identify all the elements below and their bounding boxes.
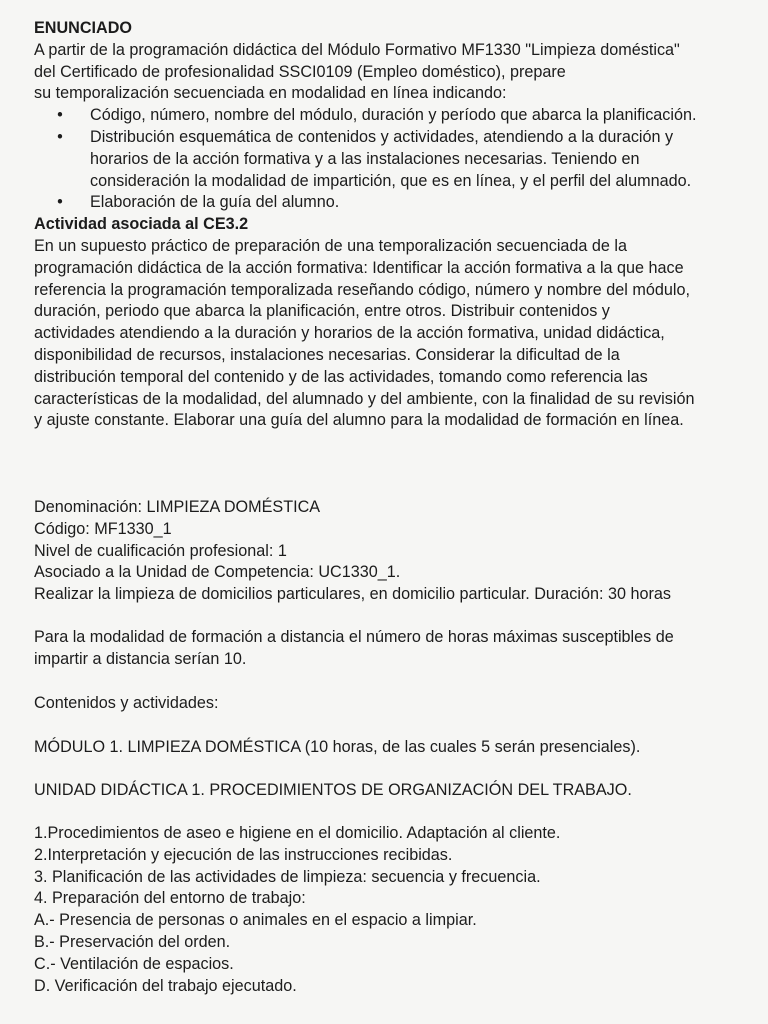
list-item: 4. Preparación del entorno de trabajo: xyxy=(34,889,306,908)
list-item: 3. Planificación de las actividades de limpieza: secuencia y frecuencia. xyxy=(34,867,541,886)
denominacion: Denominación: LIMPIEZA DOMÉSTICA xyxy=(34,498,321,516)
enunciado-intro-line: del Certificado de profesionalidad SSCI0109 (Empleo doméstico), prepare xyxy=(34,62,566,81)
bullet-icon: • xyxy=(57,127,63,146)
unidad-items-list xyxy=(34,823,748,997)
bullet-text: Código, número, nombre del módulo, duración y período que abarca la planificación. xyxy=(90,106,697,125)
actividad-title: Actividad asociada al CE3.2 xyxy=(34,215,249,234)
list-item: 2.Interpretación y ejecución de las instrucciones recibidas. xyxy=(34,845,453,864)
actividad-line: características de la modalidad, del alumnado y del ambiente, con la finalidad de su revisión xyxy=(34,389,695,408)
modulo-info-section xyxy=(34,497,748,606)
list-item: B.- Preservación del orden. xyxy=(34,932,231,951)
codigo: Código: MF1330_1 xyxy=(34,519,172,538)
contenidos-section xyxy=(34,693,748,715)
distancia-section xyxy=(34,627,748,671)
list-item: D. Verificación del trabajo ejecutado. xyxy=(34,976,297,995)
bullet-item xyxy=(34,192,748,214)
enunciado-bullet-list xyxy=(34,105,748,214)
actividad-line: En un supuesto práctico de preparación de una temporalización secuenciada de la xyxy=(34,236,628,255)
bullet-item xyxy=(34,105,748,127)
distancia-line: impartir a distancia serían 10. xyxy=(34,649,247,668)
contenidos-label: Contenidos y actividades: xyxy=(34,694,219,712)
unidad-section xyxy=(34,780,748,802)
bullet-icon: • xyxy=(57,106,63,125)
actividad-line: actividades atendiendo a la duración y horarios de la acción formativa, unidad didáctica, xyxy=(34,324,665,343)
actividad-line: disponibilidad de recursos, instalaciones necesarias. Considerar la dificultad de la xyxy=(34,345,620,364)
distancia-line: Para la modalidad de formación a distancia el número de horas máximas susceptibles de xyxy=(34,628,674,646)
bullet-text: horarios de la acción formativa y a las instalaciones necesarias. Teniendo en xyxy=(90,149,640,168)
enunciado-intro-line: A partir de la programación didáctica del Módulo Formativo MF1330 "Limpieza doméstica" xyxy=(34,40,680,59)
duracion-line: Realizar la limpieza de domicilios particulares, en domicilio particular. Duración: 30 horas xyxy=(34,585,671,604)
actividad-line: referencia la programación temporalizada reseñando código, número y nombre del módulo, xyxy=(34,280,690,299)
unidad-heading: UNIDAD DIDÁCTICA 1. PROCEDIMIENTOS DE ORGANIZACIÓN DEL TRABAJO. xyxy=(34,781,632,799)
unidad-competencia: Asociado a la Unidad de Competencia: UC1330_1. xyxy=(34,563,401,582)
actividad-line: distribución temporal del contenido y de las actividades, tomando como referencia las xyxy=(34,367,648,386)
enunciado-intro-line: su temporalización secuenciada en modalidad en línea indicando: xyxy=(34,84,507,103)
list-item: C.- Ventilación de espacios. xyxy=(34,954,234,973)
bullet-icon: • xyxy=(57,193,63,212)
enunciado-title: ENUNCIADO xyxy=(34,19,133,37)
list-item: A.- Presencia de personas o animales en el espacio a limpiar. xyxy=(34,911,477,930)
bullet-item xyxy=(34,127,748,192)
nivel-cualificacion: Nivel de cualificación profesional: 1 xyxy=(34,541,287,560)
list-item: 1.Procedimientos de aseo e higiene en el domicilio. Adaptación al cliente. xyxy=(34,824,561,842)
bullet-text: Elaboración de la guía del alumno. xyxy=(90,193,340,212)
bullet-text: consideración la modalidad de impartición, que es en línea, y el perfil del alumnado. xyxy=(90,171,692,190)
actividad-line: programación didáctica de la acción formativa: Identificar la acción formativa a la que hace xyxy=(34,258,684,277)
actividad-line: duración, periodo que abarca la planificación, entre otros. Distribuir contenidos y xyxy=(34,302,610,321)
modulo-section xyxy=(34,737,748,759)
modulo-heading: MÓDULO 1. LIMPIEZA DOMÉSTICA (10 horas, de las cuales 5 serán presenciales). xyxy=(34,738,641,756)
enunciado-section xyxy=(34,18,748,432)
actividad-line: y ajuste constante. Elaborar una guía del alumno para la modalidad de formación en línea. xyxy=(34,411,684,430)
bullet-text: Distribución esquemática de contenidos y actividades, atendiendo a la duración y xyxy=(90,127,674,146)
